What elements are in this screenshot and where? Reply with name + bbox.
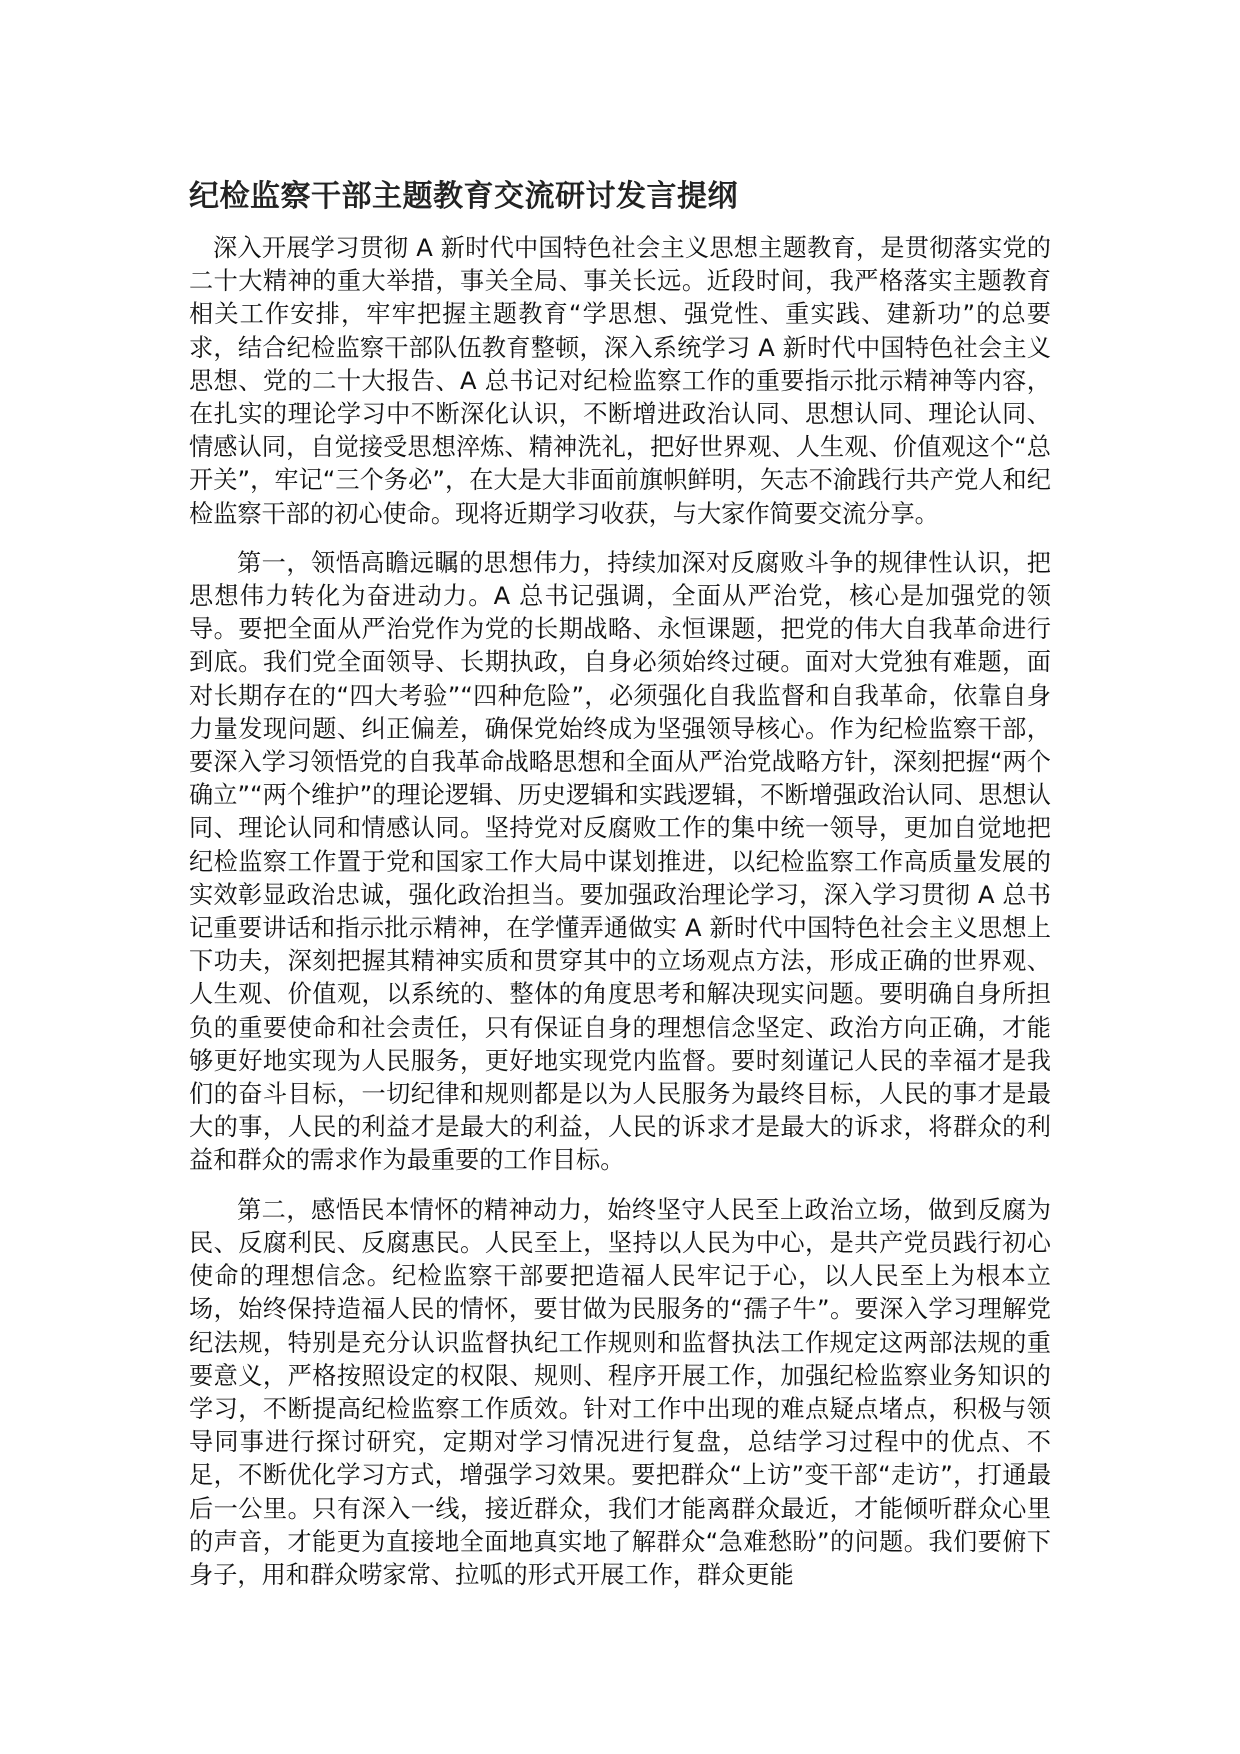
paragraph-point-one: 第一，领悟高瞻远瞩的思想伟力，持续加深对反腐败斗争的规律性认识，把思想伟力转化为奋进动力。A 总书记强调，全面从严治党，核心是加强党的领导。要把全面从严治党作为党的长期战略、永恒课题，把党的伟大自我革命进行到底。我们党全面领导、长期执政，自身必须始终过硬。面对大党独有难题，面对长期存在的“四大考验”“四种危险”，必须强化自我监督和自我革命，依靠自身力量发现问题、纠正偏差，确保党始终成为坚强领导核心。作为纪检监察干部，要深入学习领悟党的自我革命战略思想和全面从严治党战略方针，深刻把握“两个确立”“两个维护”的理论逻辑、历史逻辑和实践逻辑，不断增强政治认同、思想认同、理论认同和情感认同。坚持党对反腐败工作的集中统一领导，更加自觉地把纪检监察工作置于党和国家工作大局中谋划推进，以纪检监察工作高质量发展的实效彰显政治忠诚，强化政治担当。要加强政治理论学习，深入学习贯彻 A 总书记重要讲话和指示批示精神，在学懂弄通做实 A 新时代中国特色社会主义思想上下功夫，深刻把握其精神实质和贯穿其中的立场观点方法，形成正确的世界观、人生观、价值观，以系统的、整体的角度思考和解决现实问题。要明确自身所担负的重要使命和社会责任，只有保证自身的理想信念坚定、政治方向正确，才能够更好地实现为人民服务，更好地实现党内监督。要时刻谨记人民的幸福才是我们的奋斗目标，一切纪律和规则都是以为人民服务为最终目标，人民的事才是最大的事，人民的利益才是最大的利益，人民的诉求才是最大的诉求，将群众的利益和群众的需求作为最重要的工作目标。 — [189, 548, 1051, 1175]
document-title: 纪检监察干部主题教育交流研讨发言提纲 — [189, 179, 738, 214]
paragraph-point-two: 第二，感悟民本情怀的精神动力，始终坚守人民至上政治立场，做到反腐为民、反腐利民、反腐惠民。人民至上，坚持以人民为中心，是共产党员践行初心使命的理想信念。纪检监察干部要把造福人民牢记于心，以人民至上为根本立场，始终保持造福人民的情怀，要甘做为民服务的“孺子牛”。要深入学习理解党纪法规，特别是充分认识监督执纪工作规则和监督执法工作规定这两部法规的重要意义，严格按照设定的权限、规则、程序开展工作，加强纪检监察业务知识的学习，不断提高纪检监察工作质效。针对工作中出现的难点疑点堵点，积极与领导同事进行探讨研究，定期对学习情况进行复盘，总结学习过程中的优点、不足，不断优化学习方式，增强学习效果。要把群众“上访”变干部“走访”，打通最后一公里。只有深入一线，接近群众，我们才能离群众最近，才能倾听群众心里的声音，才能更为直接地全面地真实地了解群众“急难愁盼”的问题。我们要俯下身子，用和群众唠家常、拉呱的形式开展工作，群众更能 — [189, 1195, 1052, 1589]
paragraph-intro: 深入开展学习贯彻 A 新时代中国特色社会主义思想主题教育，是贯彻落实党的二十大精神的重大举措，事关全局、事关长远。近段时间，我严格落实主题教育相关工作安排，牢牢把握主题教育“学思想、强党性、重实践、建新功”的总要求，结合纪检监察干部队伍教育整顿，深入系统学习 A 新时代中国特色社会主义思想、党的二十大报告、A 总书记对纪检监察工作的重要指示批示精神等内容，在扎实的理论学习中不断深化认识，不断增进政治认同、思想认同、理论认同、情感认同，自觉接受思想淬炼、精神洗礼，把好世界观、人生观、价值观这个“总开关”，牢记“三个务必”，在大是大非面前旗帜鲜明，矢志不渝践行共产党人和纪检监察干部的初心使命。现将近期学习收获，与大家作简要交流分享。 — [189, 234, 1051, 528]
document-body — [189, 176, 1051, 1608]
